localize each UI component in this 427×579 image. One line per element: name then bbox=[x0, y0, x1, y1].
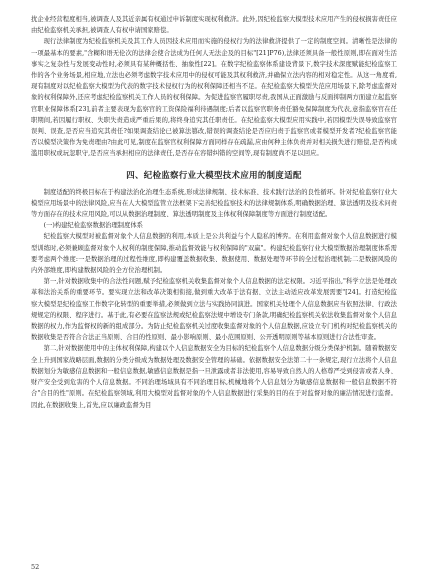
body-paragraph: 第二,针对数据使用中的主体权利保障,构建以个人信息数据安全为目标的纪检监察个人信息数据分级分类保护机制。随着数据安全上升到国家战略层面,数据的分类分级成为数据处理及数据安全管理的基础。依据数据安全法第二十一条规定,现行立法将个人信息数据划分为敏感信息数据和一般信息数据,敏感信息数据是指一旦泄露或者非法使用,容易导致自然人的人格尊严受到侵害或者人身、财产安全受到危害的个人信息数据。不同治理场域具有不同治理目标,机械地将个人信息划分为敏感信息数据和一般信息数据不符合"合目的性"原则。在纪检监察领域,利用大模型对监督对象的个人信息数据进行采集的目的在于对监督对象的廉洁情况进行监督。因此,在数据收集上,首先,应以廉政监督为目 bbox=[31, 345, 397, 409]
subsection-heading: (一)构建纪检监察数据治理制度体系 bbox=[43, 222, 143, 230]
mid-section bbox=[31, 187, 397, 221]
body-paragraph: 制度适配的终极目标在于构建法治化治理生态系统,形成法律规制、技术标准、技术践行法治的良性循环。针对纪检监察行业大模型应用场景中的法律风险,应当在人大模型监管立法框架下完善纪检监察技术的法律规制体系,明确数据治理、算法透明及技术问责等方面存在的技术应用风险,可以从数据治理制度、算法透明制度及主体权利保障制度等方面进行制度适配。 bbox=[31, 188, 397, 219]
bottom-section bbox=[31, 231, 397, 410]
section-heading: 四、纪检监察行业大模型技术应用的制度适配 bbox=[126, 169, 302, 180]
body-paragraph: 第一,针对数据收集中的合法性问题,赋予纪检监察机关收集监督对象个人信息数据的法定权限。习近平指出,"科学立法是处理改革和法治关系的重要环节。要实现立法和改革决策相衔接,做到重大改革于法有据、立法主动适应改革发展需要"[24]。打造纪检监察大模型是纪检监察工作数字化转型的重要举措,必须做到立法与实践协同演进。国家机关处理个人信息数据应当依照法律、行政法规规定的权限、程序进行。基于此,有必要在监察法规或纪检监察法规中增设专门条款,明确纪检监察机关依法收集监督对象个人信息数据的权力,作为监督权的新的组成部分。为防止纪检监察机关过度收集监督对象的个人信息数据,应设立专门机构对纪检监察机关的数据收集是否符合合法正当原则、合目的性原则、最小影响原则、最小范围原则、公开透明原则等基本原则进行合法性审查。 bbox=[31, 278, 397, 342]
body-paragraph: 现行法律制度为纪检监察机关及其工作人员因技术应用而实施的侵权行为的法律救济提供了一定的制度空间。清晰性是法律的一项最基本的要素,"含糊和语无伦次的法律会使合法成为任何人无法企及的目标"[21]P76),法律还须具备一般性原则,即在面对生活事实之复杂性与发展变动性时,必须具有某种概括性、抽象性[22]。在数字纪检监察体系建设背景下,数字技术深度赋能纪检监察工作的各个业务场景,相应地,立法也必须考虑数字技术应用中的侵权可能及其权利救济,并确保立法内容的相对稳定性。从这一角度看,现有制度对以纪检监察大模型为代表的数字技术侵权行为的权利保障还相当不足。在纪检监察大模型失范应用场景下,除考虑监督对象的权利保障外,还应考虑纪检监察机关工作人员的权利保障。为促进监察官履职尽责,我国从正面激励与反面抑制两方面建立起监察官职业保障体系[23],前者主要表现为监察官的工资保险福利待遇制度;后者以监察官职务责任豁免保障制度为代表,意指监察官在任职期间,若因履行职权、失职失责造成严重后果的,将终身追究其任职责任。在纪检监察大模型应用实践中,若因模型失误导致监察官误判、误查,是否应当追究其责任?如果调查结论已被算法篡改,错误的调查结论是否应归责于监察官或者模型开发者?纪检监察官能否以模型决策作为免责理由?由此可见,制度在监察官权利保障方面同样存在疏漏,应由何种主体负责并对相关损失进行赔偿,是否构成滥用职权或玩忽职守,是否应当承担相应的法律责任,是否存在容错纠错的空间等,现有制度尚不足以回应。 bbox=[31, 38, 397, 158]
page-number: 52 bbox=[31, 563, 40, 571]
article-page bbox=[31, 14, 397, 411]
top-section bbox=[31, 14, 397, 160]
body-paragraph: 纪检监察大模型对被监督对象个人信息数据的利用,本质上是公共利益与个人隐私的博弈。在利用监督对象个人信息数据进行模型训练时,必须兼顾监督对象个人权利的制度保障,推动监督效能与权利保障的"双赢"。构建纪检监察行业大模型数据治理制度体系需要考虑两个维度:一是数据治理的过程性维度,即构建覆盖数据收集、数据使用、数据处理等环节的全过程治理机制;二是数据风险的内外部维度,即构建数据风险的全方位治理机制。 bbox=[31, 233, 397, 275]
body-paragraph: 扰企业经营程度相当,被调查人及其近亲属有权通过申诉制度实现权利救济。此外,因纪检监察大模型技术应用产生的侵权损害责任应由纪检监察机关承担,被调查人有权申请国家赔偿。 bbox=[31, 16, 397, 35]
